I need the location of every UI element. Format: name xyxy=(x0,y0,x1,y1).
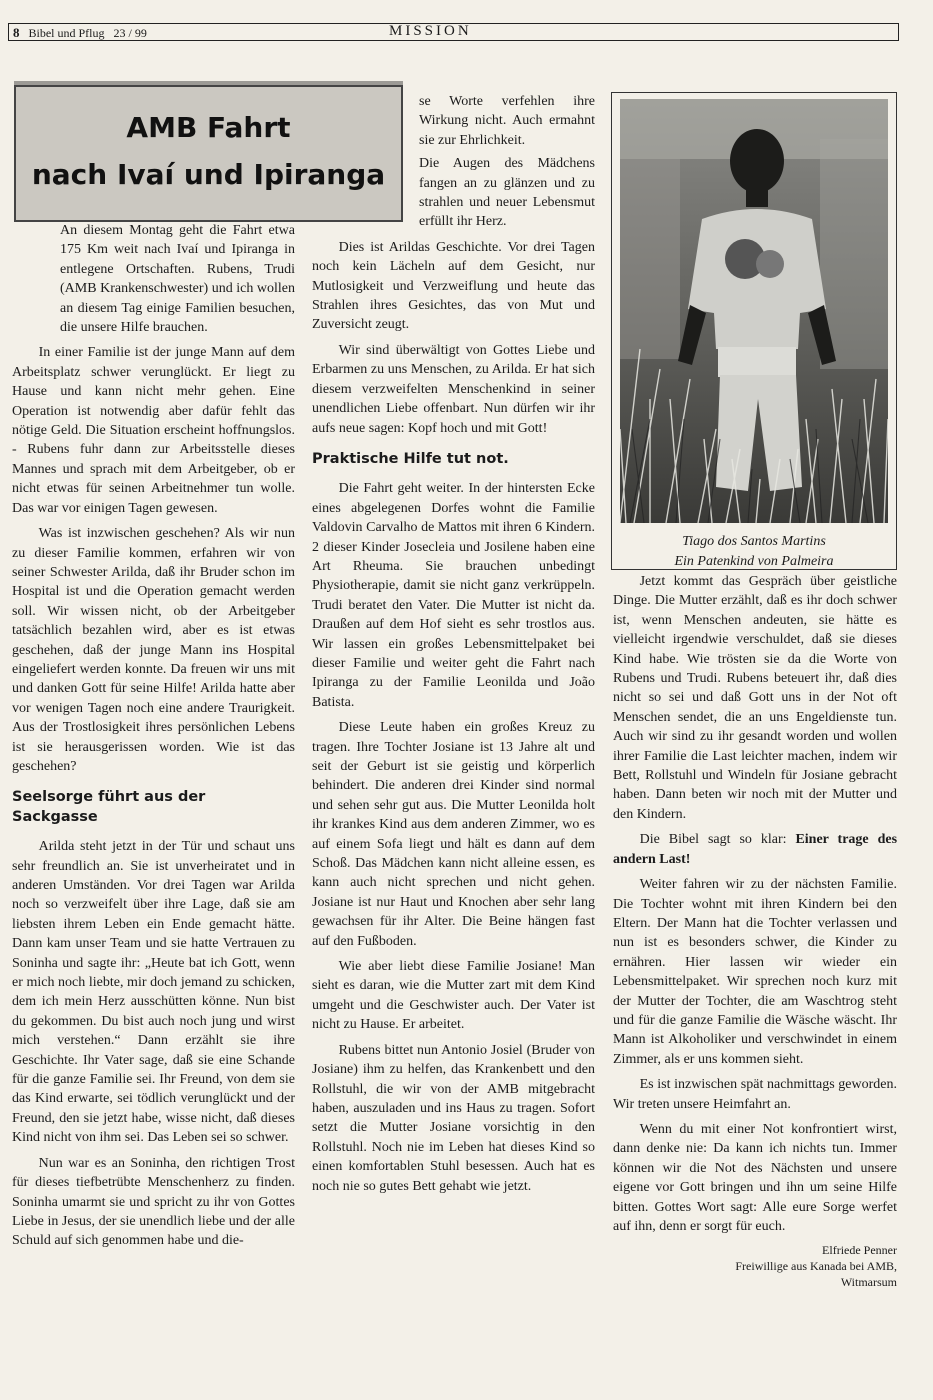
paragraph: Wir sind überwältigt von Gottes Liebe und Erbarmen zu uns Menschen, zu Arilda. Er hat sich diesem verzweifelten Menschenkind in seiner unendlichen Liebe offenbart. Nun dürfen wir ihr aufs neue sagen: Kopf hoch und mit Gott! xyxy=(312,342,595,436)
paragraph: Rubens bittet nun Antonio Josiel (Bruder von Josiane) ihm zu helfen, das Krankenbett und den Rollstuhl, die wir von der AMB mitgebracht haben, auszuladen und ins Haus zu tragen. Sofort setzt die Mutter Josiane vorsichtig in den Rollstuhl. Noch nie im Leben hat dieses Kind so einen komfortablen Stuhl besessen. Auch hat es noch nie so gutes Bett gehabt wie jetzt. xyxy=(312,1042,595,1194)
photo-caption-name: Tiago dos Santos Martins xyxy=(682,534,826,549)
paragraph: Weiter fahren wir zu der nächsten Familie. Die Tochter wohnt mit ihren Kindern bei den Eltern. Der Mann hat die Tochter verlassen und nun ist es besonders schwer, die Kinder zu ernähren. Hier lassen wir wieder ein Lebensmittelpaket. Wir sprechen noch kurz mit der Mutter der Tochter, die am Waschtrog steht und für die ganze Familie die Wäsche wäscht. Ihr Mann ist Alkoholiker und verschwindet in einem Zimmer, als er uns kommen sieht. xyxy=(613,877,897,1067)
paragraph: In einer Familie ist der junge Mann auf dem Arbeitsplatz schwer verunglückt. Er liegt zu Hause und kann nicht mehr gehen. Eine Operation ist notwendig aber dafür fehlt das nötige Geld. Die Situation erscheint hoffnungslos. - Rubens fuhr dann zur Arbeitsstelle dieses Mannes und sprach mit dem Arbeitgeber, ob er nicht etwas für seinen Arbeitnehmer tun wolle. Das war vor einigen Tagen gewesen. xyxy=(12,345,295,516)
publication-name: Bibel und Pflug xyxy=(28,26,105,40)
article-title-line-2: nach Ivaí und Ipiranga xyxy=(31,158,386,191)
article-title-line-1: AMB Fahrt xyxy=(126,111,291,144)
paragraph: An diesem Montag geht die Fahrt etwa 175 Km weit nach Ivaí und Ipiranga in entlegene Ortschaften. Rubens, Trudi (AMB Krankenschwester) und ich wollen an diesem Tag einige Familien besuchen, die unsere Hilfe brauchen. xyxy=(60,223,295,336)
bible-intro: Die Bibel sagt so klar: xyxy=(639,832,787,848)
page-number: 8 xyxy=(13,25,20,40)
author-place: Witmarsum xyxy=(840,1275,897,1290)
bible-paragraph xyxy=(613,830,897,869)
paragraph: Jetzt kommt das Gespräch über geistliche Dinge. Die Mutter erzählt, daß es ihr doch schwer ist, wenn Menschen andeuten, sie hätte es vielleicht irgendwie verschuldet, daß sie dieses Kind habe. Wie trösten sie da die Worte von Rubens und Trudi. Rubens beteuert ihr, daß dies nicht so sei und daß Gott uns in der Not oft Menschen sendet, die an uns Engeldienste tun. Auch wir sind zu ihr gesandt worden und wollen ihrer Familie die Last leichter machen, indem wir Bett, Rollstuhl und Windeln für Josiane gebracht haben. Dann beten wir noch mit der Mutter und den Kindern. xyxy=(613,574,897,822)
paragraph: Die Fahrt geht weiter. In der hintersten Ecke eines abgelegenen Dorfes wohnt die Familie Valdovin Carvalho de Mattos mit ihren 6 Kindern. 2 dieser Kinder Josecleia und Josilene haben eine Art Rheuma. Sie brauchen unbedingt Physiotherapie, damit sie nicht ganz verkrüppeln. Trudi beratet den Vater. Die Mutter ist nicht da. Draußen auf dem Hof sieht es sehr trostlos aus. Wir lassen ein großes Lebensmittelpaket bei dieser Familie und weiter geht die Fahrt nach Ipiranga zu der Familie Leonilda und João Batista. xyxy=(312,481,595,710)
column-2 xyxy=(312,92,595,1202)
paragraph: Arilda steht jetzt in der Tür und schaut uns sehr freundlich an. Sie ist unverheiratet und in anderen Umständen. Vor drei Tagen war Arilda noch so verzweifelt über ihre Lage, daß sie am liebsten ihrem Leben ein Ende gemacht hätte. Dann kam unser Team und sie hatte Vertrauen zu Soninha und sagte ihr: „Heute bat ich Gott, wenn er mich noch liebte, mir doch jemand zu schicken, dem ich mein Herz ausschütten könne. Nun bist du gekommen. Du bist auch noch jung und wirst mich verstehen.“ Dann erzählt sie ihre Geschichte. Ihr Vater sage, daß sie eine Schande für die ganze Familie sei. Ihr Freund, von dem sie das Kind erwarte, sei tödlich verunglückt und der Freund, den sie jetzt habe, wisse nicht, daß dieses Kind nicht von ihm sei. Das Leben sei so schwer. xyxy=(12,839,295,1146)
paragraph: Die Augen des Mädchens fangen an zu glänzen und zu strahlen und neuer Lebensmut erfüllt ihr Herz. xyxy=(419,156,595,230)
author-name: Elfriede Penner xyxy=(822,1243,897,1258)
author-role: Freiwillige aus Kanada bei AMB, xyxy=(735,1259,897,1274)
header-publication xyxy=(13,25,147,41)
issue-number: 23 / 99 xyxy=(113,26,147,40)
column-3 xyxy=(613,572,897,1290)
child-photo xyxy=(620,99,888,523)
bible-quote: Einer trage des andern Last! xyxy=(613,832,898,867)
author-signature xyxy=(613,1242,897,1290)
subheading-praktische-hilfe: Praktische Hilfe tut not. xyxy=(312,450,509,467)
page-header xyxy=(8,23,899,41)
paragraph: Es ist inzwischen spät nachmittags geworden. Wir treten unsere Heimfahrt an. xyxy=(613,1077,897,1112)
subheading-seelsorge: Seelsorge führt aus der Sackgasse xyxy=(12,789,206,825)
paragraph: Nun war es an Soninha, den richtigen Trost für dieses tiefbetrübte Menschenherz zu finden. Soninha umarmt sie und spricht zu ihr von Gottes Liebe in Jesus, der sie unendlich liebe und der alle Schuld auf sich genommen habe und die- xyxy=(12,1155,295,1249)
photo-frame xyxy=(611,92,897,570)
paragraph: Dies ist Arildas Geschichte. Vor drei Tagen noch kein Lächeln auf dem Gesicht, nur Mutlosigkeit und Verzweiflung und heute das Strahlen ihres Gesichtes, das von Mut und Zuversicht zeugt. xyxy=(312,239,595,333)
column-1 xyxy=(12,221,295,1257)
paragraph: Diese Leute haben ein großes Kreuz zu tragen. Ihre Tochter Josiane ist 13 Jahre alt und seit der Geburt ist sie geistig und körperlich behindert. Die anderen drei Kinder sind normal und sehen sehr gut aus. Die Mutter Leonilda holt ihr krankes Kind aus dem anderen Zimmer, wo es auf einem Sofa liegt und hält es dann auf dem Schoß. Das Mädchen kann nicht alleine essen, es kann auch nicht sprechen und nicht gehen. Josiane ist nur Haut und Knochen aber sehr lang gewachsen für ihr Alter. Die Beine hängen fast auf den Fußboden. xyxy=(312,720,595,949)
photo-caption-subtitle: Ein Patenkind von Palmeira xyxy=(674,554,834,569)
paragraph: se Worte verfehlen ihre Wirkung nicht. Auch ermahnt sie zur Ehrlichkeit. xyxy=(419,94,595,148)
paragraph: Wie aber liebt diese Familie Josiane! Man sieht es daran, wie die Mutter zart mit dem Kind umgeht und die Geschwister auch. Der Vater ist nicht zu Hause. Er arbeitet. xyxy=(312,959,595,1033)
paragraph: Was ist inzwischen geschehen? Als wir nun zu dieser Familie kommen, erfahren wir von seiner Schwester Arilda, daß ihr Bruder schon im Hospital ist und die Operation gemacht werden soll. Wir wissen nicht, ob der Arbeitgeber tatsächlich bezahlen wird, aber es ist etwas geschehen, daß der junge Mann ins Hospital eingeliefert werden konnte. Da freuen wir uns mit und danken Gott für seine Hilfe! Arilda hatte aber vor wenigen Tagen noch eine andere Traurigkeit. Aus der Trostlosigkeit ihres persönlichen Lebens ist sie herausgerissen worden. Wie ist das geschehen? xyxy=(12,526,295,774)
paragraph: Wenn du mit einer Not konfrontiert wirst, dann denke nie: Da kann ich nichts tun. Immer können wir die Not des Nächsten und unsere eigene vor Gott bringen und ihn um seine Hilfe bitten. Gottes Wort sagt: Alle eure Sorge werfet auf ihn, denn er sorgt für euch. xyxy=(613,1121,897,1234)
section-title: MISSION xyxy=(389,23,472,39)
